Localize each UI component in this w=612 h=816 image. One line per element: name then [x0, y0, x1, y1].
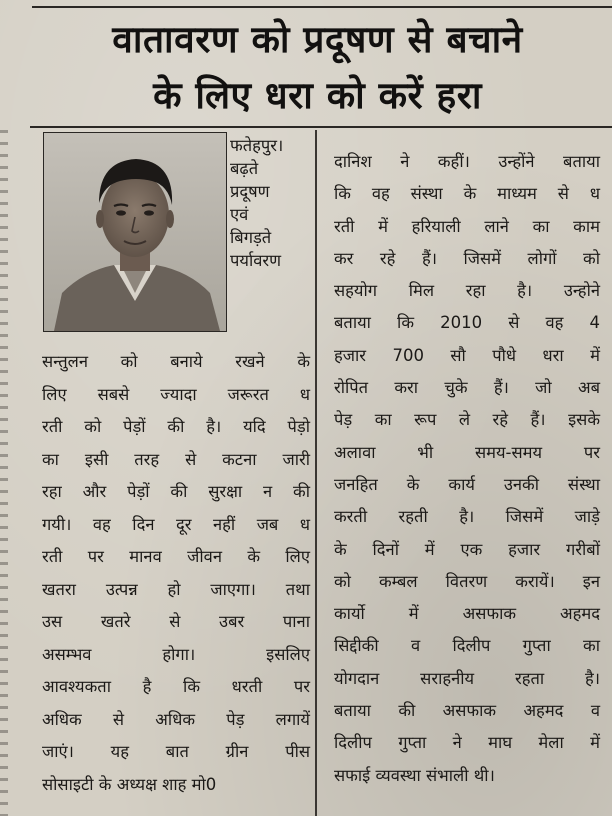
text-line: के दिनों में एक हजार गरीबों [334, 539, 600, 559]
text-line: जाएं। यह बात ग्रीन पीस [42, 742, 310, 761]
text-line: रोपित करा चुके हैं। जो अब [334, 378, 600, 398]
top-rule [32, 6, 612, 8]
text-line: योगदान सराहनीय रहता है। [334, 668, 600, 688]
intro-line: पर्यावरण [230, 251, 282, 270]
text-line: अधिक से अधिक पेड़ लगायें [42, 709, 310, 729]
text-line: दिलीप गुप्ता ने माघ मेला में [334, 733, 600, 753]
intro-line: बढ़ते [230, 159, 259, 178]
portrait-photo [43, 132, 227, 332]
text-line: गयी। वह दिन दूर नहीं जब ध [42, 514, 310, 534]
text-line: उस खतरे से उबर पाना [42, 612, 310, 631]
text-line: जनहित के कार्य उनकी संस्था [334, 474, 600, 494]
intro-line: बिगड़ते [230, 228, 272, 247]
text-line: दानिश ने कहीं। उन्होंने बताया [334, 152, 600, 171]
text-line: करती रहती है। जिसमें जाड़े [334, 507, 600, 527]
page-edge [0, 130, 8, 816]
headline [30, 12, 605, 124]
text-line: रहा और पेड़ों की सुरक्षा न की [42, 482, 310, 501]
text-line: असम्भव होगा। इसलिए [42, 644, 310, 664]
text-line: खतरा उत्पन्न हो जाएगा। तथा [42, 579, 310, 599]
column-divider [315, 130, 317, 816]
text-line: सहयोग मिल रहा है। उन्होने [334, 281, 600, 301]
portrait-image [44, 133, 226, 331]
text-line: कि वह संस्था के माध्यम से ध [334, 184, 600, 204]
text-line: हजार 700 सौ पौधे धरा में [334, 345, 600, 365]
intro-line: फतेहपुर। [230, 136, 284, 155]
text-line: रती को पेड़ों की है। यदि पेड़ो [42, 417, 310, 436]
text-line: रती पर मानव जीवन के लिए [42, 547, 310, 566]
headline-line-1: वातावरण को प्रदूषण से बचाने [112, 18, 523, 61]
text-line: बताया कि 2010 से वह 4 [334, 313, 600, 333]
text-line: रती में हरियाली लाने का काम [334, 216, 600, 236]
right-column [334, 146, 600, 792]
intro-column [230, 134, 312, 272]
intro-line: एवं [230, 205, 249, 224]
text-line: सन्तुलन को बनाये रखने के [42, 352, 310, 371]
text-line: सोसाइटी के अध्यक्ष शाह मो0 [42, 774, 217, 794]
text-line: कार्यो में असफाक अहमद [334, 604, 600, 624]
intro-line: प्रदूषण [230, 182, 270, 201]
headline-line-2: के लिए धरा को करें हरा [153, 74, 482, 117]
text-line: अलावा भी समय-समय पर [334, 442, 600, 462]
text-line: सिद्दीकी व दिलीप गुप्ता का [334, 636, 600, 656]
left-column [42, 346, 310, 801]
text-line: कर रहे हैं। जिसमें लोगों को [334, 248, 600, 268]
text-line: पेड़ का रूप ले रहे हैं। इसके [334, 410, 600, 430]
text-line: का इसी तरह से कटना जारी [42, 449, 310, 469]
text-line: सफाई व्यवस्था संभाली थी। [334, 765, 495, 785]
text-line: आवश्यकता है कि धरती पर [42, 677, 310, 696]
headline-rule [30, 126, 612, 128]
text-line: बताया की असफाक अहमद व [334, 701, 600, 721]
text-line: को कम्बल वितरण करायें। इन [334, 571, 600, 591]
text-line: लिए सबसे ज्यादा जरूरत ध [42, 384, 310, 404]
